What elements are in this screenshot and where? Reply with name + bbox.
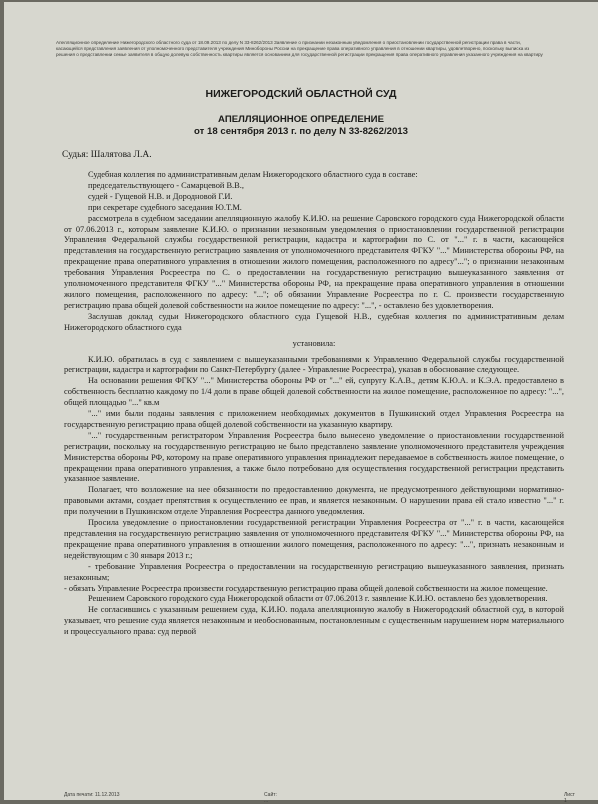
paragraph: "..." ими были поданы заявления с приложением необходимых документов в Пушкинский отдел Управления Росреестра на государственную регистрацию права общей долевой собственности на указанную квартиру. [64, 409, 564, 429]
document-body [64, 170, 564, 638]
section-heading: установила: [292, 338, 336, 348]
title-line: от 18 сентября 2013 г. по делу N 33-8262/2013 [194, 126, 408, 137]
print-date: Дата печати: 11.12.2013 [64, 792, 120, 798]
page-number: Лист 1 [564, 792, 575, 804]
judge-line: Судья: Шалятова Л.А. [62, 150, 152, 160]
paragraph: - обязать Управление Росреестра произвести государственную регистрацию права общей долевой собственности на жилое помещение. [64, 583, 548, 593]
paragraph: Не согласившись с указанным решением суда, К.И.Ю. подала апелляционную жалобу в Нижегородский областной суд, в которой указывает, что решение суда является незаконным и необоснованным, постановленным с существенным нарушением норм материального и процессуального права: суд первой [64, 605, 564, 637]
paragraph: Полагает, что возложение на нее обязанности по предоставлению документа, не предусмотренного действующими нормативно-правовыми актами, создает препятствия к осуществлению ее прав, и является незаконным. О нарушении права ей стало известно "..." г. при получении в Пушкинском отделе Управления Росреестра данного уведомления. [64, 485, 564, 517]
court-name: НИЖЕГОРОДСКИЙ ОБЛАСТНОЙ СУД [205, 88, 397, 100]
print-header: Апелляционное определение Нижегородского областного суда от 18.09.2013 по делу N 33-8262/2013 Заявление о признании незаконным уведомления о приостановлении государственной регистрации права в части, касающейся представления заявления от уполномоченного представителя учреждения Минобороны России на прекращение права оперативного управления в отношении квартиры, удовлетворено, поскольку выписка из решения о представлении семье заявителя в общую долевую собственность квартиры является основанием для государственной регистрации прекращения права оперативного управления указанного учреждения на квартиру [56, 40, 543, 57]
print-footer [64, 792, 575, 804]
paragraph: На основании решения ФГКУ "..." Министерства обороны РФ от "..." ей, супругу К.А.В., детям К.Ю.А. и К.Э.А. предоставлено в собственность бесплатно каждому по 1/4 доли в праве общей долевой собственности на жилое помещение, расположенное по адресу: "...", общей площадью "..." кв.м [64, 376, 564, 408]
paragraph: судей - Гущевой Н.В. и Дородновой Г.И. [88, 191, 233, 201]
footer-source: Сайт: ... [264, 792, 277, 804]
paragraph: председательствующего - Самарцевой В.В., [88, 180, 244, 190]
paragraph: при секретаре судебного заседания Ю.Т.М. [88, 202, 242, 212]
title-line: АПЕЛЛЯЦИОННОЕ ОПРЕДЕЛЕНИЕ [218, 114, 384, 125]
paragraph: "..." государственным регистратором Управления Росреестра было вынесено уведомление о приостановлении государственной регистрации, поскольку на государственную регистрацию не было представлено заявление уполномоченного представителя учреждения Министерства обороны РФ, которому на праве оперативного управления принадлежит передаваемое в собственность жилое помещение, о прекращении права оперативного управления, а также было потребовано для осуществления государственной регистрации представить указанное заявление. [64, 430, 564, 484]
paragraph: Решением Саровского городского суда Нижегородской области от 07.06.2013 г. заявление К.И.Ю. оставлено без удовлетворения. [88, 594, 548, 604]
paragraph: Судебная коллегия по административным делам Нижегородского областного суда в составе: [88, 170, 418, 179]
paragraph: Заслушав доклад судьи Нижегородского областного суда Гущевой Н.В., судебная коллегия по административным делам Нижегородского областного суда [64, 311, 564, 332]
document-page [4, 2, 598, 804]
paragraph: К.И.Ю. обратилась в суд с заявлением с вышеуказанными требованиями к Управлению Федеральной службы государственной регистрации, кадастра и картографии по Санкт-Петербургу (далее - Управление Росреестра), указав в обоснование следующее. [64, 354, 564, 375]
paragraph: Просила уведомление о приостановлении государственной регистрации Управления Росреестра от "..." г. в части, касающейся представления на государственную регистрацию заявления от уполномоченного представителя ФГКУ "..." Министерства обороны РФ, на прекращение права оперативного управления в отношении жилого помещения, расположенного по адресу: "...", признать незаконным и недействующим с 30 января 2013 г.; [64, 518, 564, 560]
paragraph: рассмотрела в судебном заседании апелляционную жалобу К.И.Ю. на решение Саровского городского суда Нижегородской области от 07.06.2013 г., которым заявление К.И.Ю. о признании незаконным уведомления о приостановлении государственной регистрации Управления Федеральной службы государственной регистрации, кадастра и картографии по С. от "..." г. в части, касающейся представления на государственную регистрацию заявления от уполномоченного представителя ФГКУ "..." Министерства обороны РФ, на прекращение права оперативного управления в отношении жилого помещения, расположенного по адресу"..."; о признании незаконным требования Управления Росреестра по С. о предоставлении на государственную регистрацию вышеуказанного заявления от уполномоченного представителя ФГКУ "..." Министерства обороны РФ, на прекращение права оперативного управления в отношении жилого помещения, расположенного по адресу: "..."; об обязании Управление Росреестра по г. С. произвести государственную регистрацию права общей долевой собственности на жилое помещение по адресу: "...", - оставлено без удовлетворения. [64, 213, 564, 310]
document-title [4, 114, 598, 138]
paragraph: - требование Управления Росреестра о предоставлении на государственную регистрацию вышеуказанного заявления, признать незаконным; [64, 561, 564, 582]
